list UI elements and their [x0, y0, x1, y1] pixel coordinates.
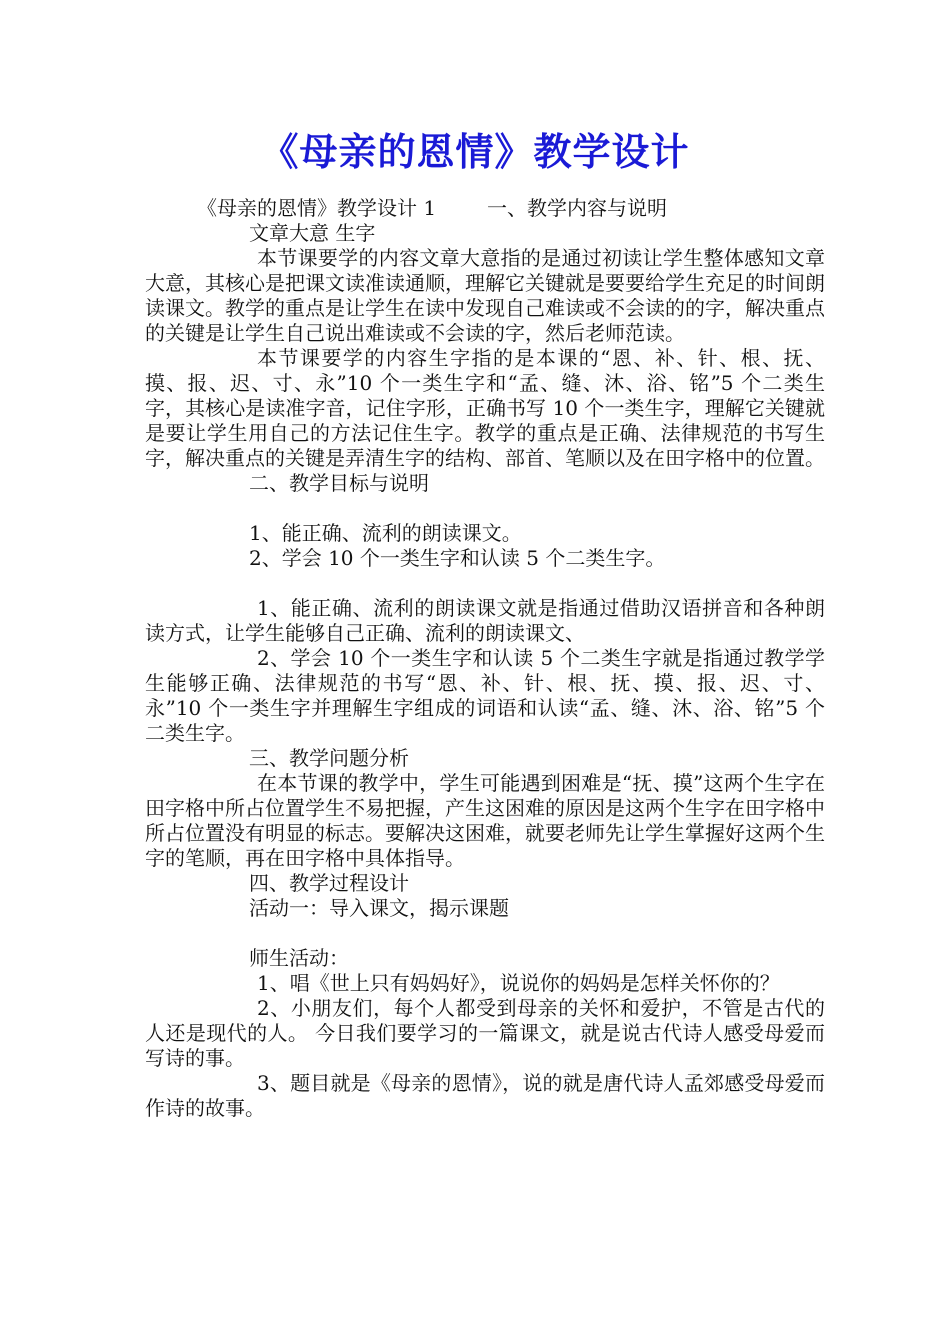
activity-1-heading: 活动一：导入课文，揭示课题 — [249, 896, 509, 920]
paragraph-3: 1、能正确、流利的朗读课文就是指通过借助汉语拼音和各种朗读方式，让学生能够自己正确、流利的朗读课文、 — [145, 596, 825, 645]
paragraph-2: 本节课要学的内容生字指的是本课的“恩、补、针、根、抚、摸、报、迟、寸、永”10 个一类生字和“孟、缝、沐、浴、铭”5 个二类生字，其核心是读准字音，记住字形，正确书写 10 个一类生字，理解它关键就是要让学生用自己的方法记住生字。教学的重点是正确、法律规范的书写生字，解决重点的关键是弄清生字的结构、部首、笔顺以及在田字格中的位置。 — [145, 346, 825, 470]
goal-2: 2、学会 10 个一类生字和认读 5 个二类生字。 — [249, 546, 666, 570]
spacer — [145, 496, 825, 521]
paragraph-7: 2、小朋友们，每个人都受到母亲的关怀和爱护，不管是古代的人还是现代的人。 今日我们要学习的一篇课文，就是说古代诗人感受母爱而写诗的事。 — [145, 996, 825, 1070]
goal-1: 1、能正确、流利的朗读课文。 — [249, 521, 522, 545]
spacer — [145, 571, 825, 596]
section-2-heading: 二、教学目标与说明 — [249, 471, 429, 495]
activity-label: 师生活动： — [249, 946, 349, 970]
paragraph-6: 1、唱《世上只有妈妈好》，说说你的妈妈是怎样关怀你的？ — [257, 971, 780, 995]
document-title: 《母亲的恩情》教学设计 — [260, 129, 690, 174]
document-body — [145, 196, 825, 1121]
subhead: 文章大意 生字 — [249, 221, 376, 245]
paragraph-1: 本节课要学的内容文章大意指的是通过初读让学生整体感知文章大意，其核心是把课文读准读通顺，理解它关键就是要要给学生充足的时间朗读课文。教学的重点是让学生在读中发现自己难读或不会读的的字，解决重点的关键是让学生自己说出难读或不会读的字，然后老师范读。 — [145, 246, 825, 345]
paragraph-8: 3、题目就是《母亲的恩情》，说的就是唐代诗人孟郊感受母爱而作诗的故事。 — [145, 1071, 825, 1120]
paragraph-5: 在本节课的教学中，学生可能遇到困难是“抚、摸”这两个生字在田字格中所占位置学生不易把握，产生这困难的原因是这两个生字在田字格中所占位置没有明显的标志。要解决这困难，就要老师先让学生掌握好这两个生字的笔顺，再在田字格中具体指导。 — [145, 771, 825, 870]
spacer — [145, 921, 825, 946]
header-line: 《母亲的恩情》教学设计 1 一、教学内容与说明 — [197, 196, 667, 220]
section-4-heading: 四、教学过程设计 — [249, 871, 409, 895]
paragraph-4: 2、学会 10 个一类生字和认读 5 个二类生字就是指通过教学学生能够正确、法律规范的书写“恩、补、针、根、抚、摸、报、迟、寸、永”10 个一类生字并理解生字组成的词语和认读“孟、缝、沐、浴、铭”5 个二类生字。 — [145, 646, 825, 745]
section-3-heading: 三、教学问题分析 — [249, 746, 409, 770]
